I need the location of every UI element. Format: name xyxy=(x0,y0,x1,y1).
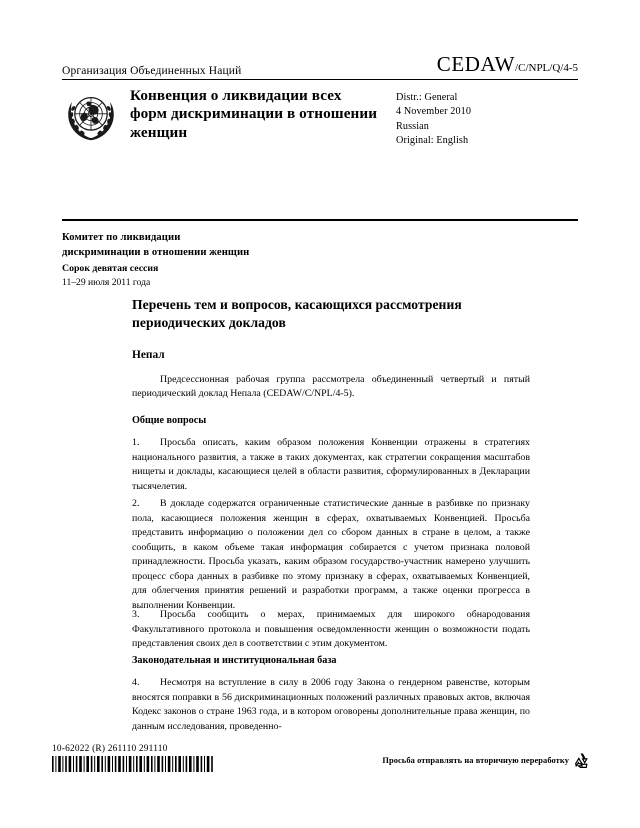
header-rule xyxy=(62,79,578,80)
footer-right xyxy=(382,752,590,769)
document-symbol-main: CEDAW xyxy=(436,52,516,76)
country-heading: Непал xyxy=(132,349,165,361)
un-emblem-icon xyxy=(64,89,118,143)
paragraph-4-text: Несмотря на вступление в силу в 2006 году Закона о гендерном равенстве, которым вносятся поправки в 56 дискриминационных положений различных правовых актов, включая Кодекс законов о стране 1963 года, и в котором оговорены дополнительные права женщин, по данным исследования, проведенно- xyxy=(132,677,530,732)
distribution-type: Distr.: General xyxy=(396,92,458,103)
section-heading-legal-framework: Законодательная и институциональная база xyxy=(132,655,337,666)
paragraph-2-number: 2. xyxy=(132,498,140,509)
document-language: Russian xyxy=(396,120,429,132)
intro-paragraph: Предсессионная рабочая группа рассмотрела объединенный четвертый и пятый периодический доклад Непала (CEDAW/C/NPL/4-5). xyxy=(132,374,530,400)
committee-block xyxy=(62,230,578,289)
barcode-icon xyxy=(52,756,232,772)
document-symbol xyxy=(437,52,578,77)
paragraph-1 xyxy=(132,436,530,494)
document-symbol-suffix: /C/NPL/Q/4-5 xyxy=(515,62,578,74)
paragraph-2-text: В докладе содержатся ограниченные статистические данные в разбивке по признаку пола, касающиеся положения женщин в сферах, охватываемых Конвенцией. Просьба представить информацию о положении дел со сбором данных в стране в целом, а также сообщить, в каком объеме такая информация собирается с учетом признака половой принадлежности. Просьба указать, каким образом государство-участник намерено улучшить процесс сбора данных в разбивке по этому признаку в сферах, охватываемых Конвенцией, для облегчения принятия решений и разработки программ, а также оценки прогресса в выполнении Конвенции. xyxy=(132,498,530,611)
title-row xyxy=(62,87,578,149)
organization-name: Организация Объединенных Наций xyxy=(62,65,242,77)
document-original-language: Original: English xyxy=(396,135,469,147)
committee-name-line1: Комитет по ликвидации xyxy=(62,232,181,243)
paragraph-1-text: Просьба описать, каким образом положения Конвенции отражены в стратегиях национального развития, а также в таких документах, как стратегии сокращения масштабов нищеты и доклады, касающиеся целей в области развития, сформулированных в Декларации тысячелетия. xyxy=(132,437,530,492)
organization-row xyxy=(62,52,578,79)
recycle-notice: Просьба отправлять на вторичную переработку xyxy=(382,756,569,765)
footer-left xyxy=(52,744,292,777)
committee-rule xyxy=(62,219,578,221)
paragraph-2 xyxy=(132,497,530,613)
recycle-icon xyxy=(573,752,590,769)
paragraph-4 xyxy=(132,676,530,734)
page-title: Перечень тем и вопросов, касающихся рассмотрения периодических докладов xyxy=(132,297,462,331)
convention-title: Конвенция о ликвидации всех форм дискриминации в отношении женщин xyxy=(130,87,378,141)
paragraph-3-number: 3. xyxy=(132,609,140,620)
masthead xyxy=(62,52,578,149)
section-heading-general-questions: Общие вопросы xyxy=(132,415,207,426)
paragraph-4-number: 4. xyxy=(132,677,140,688)
committee-name-line2: дискриминации в отношении женщин xyxy=(62,247,250,259)
committee-session: Сорок девятая сессия xyxy=(62,262,159,274)
paragraph-3 xyxy=(132,608,530,652)
document-date: 4 November 2010 xyxy=(396,106,472,118)
distribution-block xyxy=(396,87,471,149)
committee-session-dates: 11–29 июля 2011 года xyxy=(62,276,151,288)
job-number: 10-62022 (R) 261110 291110 xyxy=(52,744,168,754)
paragraph-1-number: 1. xyxy=(132,437,140,448)
paragraph-3-text: Просьба сообщить о мерах, принимаемых для широкого обнародования Факультативного протокола и повышения осведомленности женщин о возможности подать представления своих дел в соответствии с этим документом. xyxy=(132,609,530,650)
